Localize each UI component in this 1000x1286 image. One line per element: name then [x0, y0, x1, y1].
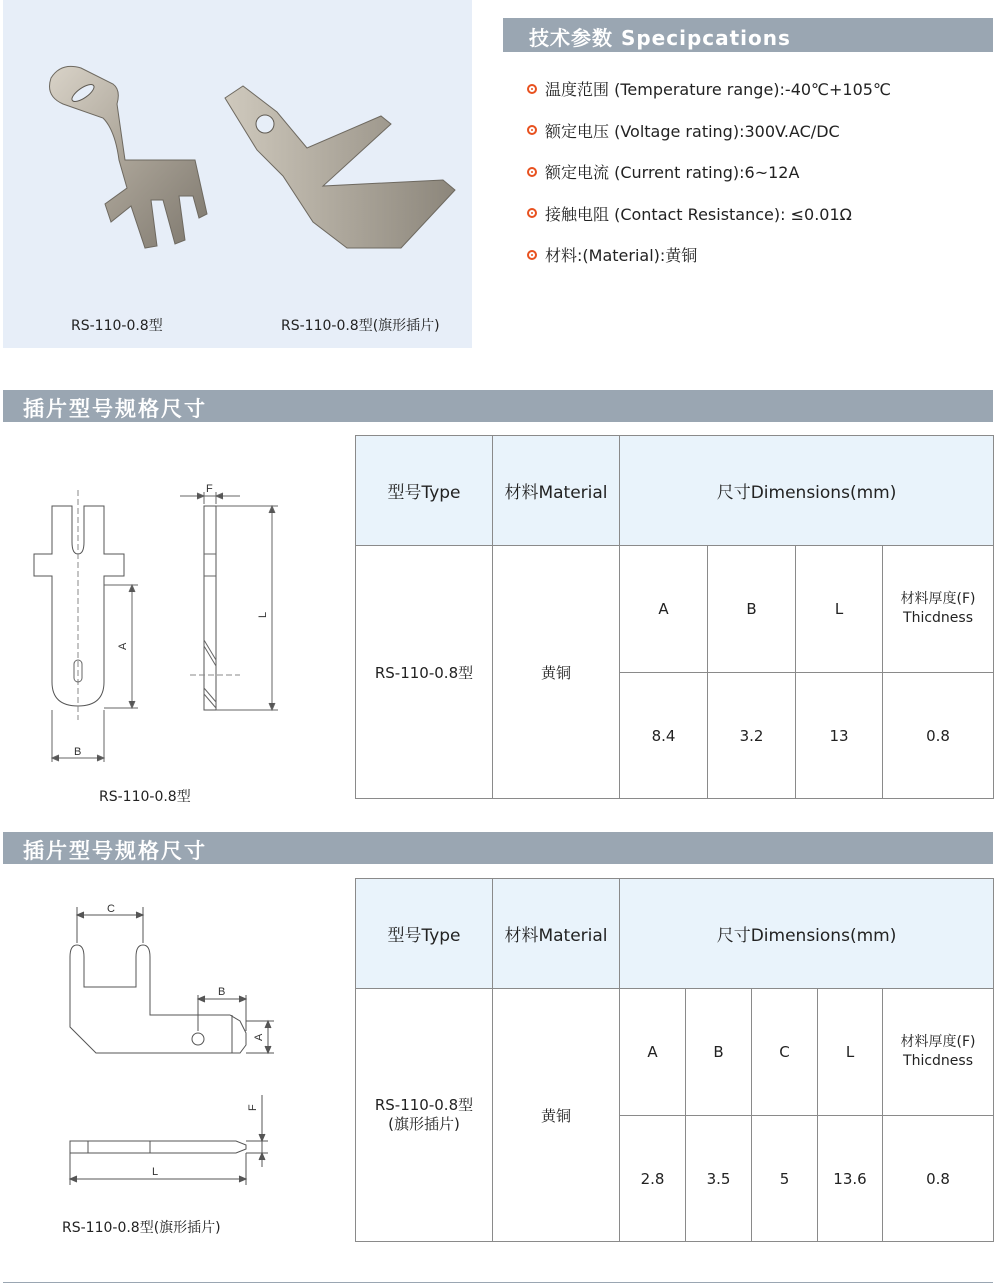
dim-label-f: F — [206, 483, 213, 495]
value-l: 13 — [796, 673, 883, 799]
spec-item-temperature — [527, 68, 997, 110]
bullet-icon — [527, 208, 537, 218]
spec-item-material — [527, 234, 997, 276]
section2-diagram — [0, 895, 340, 1185]
product-photo-panel — [3, 0, 472, 348]
col-header-type: 型号Type — [356, 879, 493, 989]
section2-heading: 插片型号规格尺寸 — [23, 839, 207, 863]
dim-header-b: B — [686, 989, 752, 1116]
spec-text: 材料:(Material):黄铜 — [545, 246, 698, 266]
dim-header-thickness — [883, 546, 994, 673]
section1-heading-bar — [3, 390, 993, 422]
spec-item-current — [527, 151, 997, 193]
spec-text: 接触电阻 (Contact Resistance): ≤0.01Ω — [545, 204, 852, 224]
thickness-label-en: Thicdness — [903, 1053, 974, 1069]
spec-text: 温度范围 (Temperature range):-40℃+105℃ — [545, 80, 891, 100]
spec-item-resistance — [527, 193, 997, 235]
col-header-material: 材料Material — [493, 436, 620, 546]
specs-heading-bar — [503, 18, 993, 52]
specs-list — [527, 68, 997, 276]
dim-header-l: L — [818, 989, 883, 1116]
cell-material: 黄铜 — [493, 546, 620, 799]
dim-header-a: A — [620, 546, 708, 673]
col-header-dimensions: 尺寸Dimensions(mm) — [620, 879, 994, 989]
dim-label-b: B — [218, 986, 226, 998]
value-thickness: 0.8 — [883, 1116, 994, 1242]
thickness-label-cn: 材料厚度(F) — [900, 591, 976, 607]
col-header-type: 型号Type — [356, 436, 493, 546]
value-b: 3.5 — [686, 1116, 752, 1242]
model-line-2: (旗形插片) — [388, 1115, 460, 1133]
dim-label-a: A — [253, 1033, 265, 1041]
photo-caption-straight: RS-110-0.8型 — [71, 318, 163, 334]
dim-label-l: L — [152, 1166, 159, 1178]
section1-spec-table — [355, 435, 994, 799]
section1-diagram — [0, 470, 340, 770]
bottom-divider — [3, 1282, 993, 1283]
dim-header-c: C — [752, 989, 818, 1116]
value-a: 2.8 — [620, 1116, 686, 1242]
dim-label-l: L — [257, 611, 269, 618]
value-l: 13.6 — [818, 1116, 883, 1242]
photo-caption-flag: RS-110-0.8型(旗形插片) — [281, 318, 440, 334]
value-thickness: 0.8 — [883, 673, 994, 799]
specs-heading: 技术参数 Specipcations — [529, 26, 791, 50]
col-header-material: 材料Material — [493, 879, 620, 989]
dim-label-c: C — [107, 903, 115, 915]
section1-diagram-caption: RS-110-0.8型 — [99, 789, 191, 805]
terminal-photo — [3, 0, 472, 348]
thickness-label-cn: 材料厚度(F) — [900, 1034, 976, 1050]
spec-text: 额定电压 (Voltage rating):300V.AC/DC — [545, 121, 840, 141]
section2-spec-table — [355, 878, 994, 1242]
section1-heading: 插片型号规格尺寸 — [23, 397, 207, 421]
model-line-1: RS-110-0.8型 — [374, 1096, 474, 1114]
dim-header-b: B — [708, 546, 796, 673]
cell-model — [356, 989, 493, 1242]
section2-diagram-caption: RS-110-0.8型(旗形插片) — [62, 1220, 221, 1236]
value-a: 8.4 — [620, 673, 708, 799]
section2-heading-bar — [3, 832, 993, 864]
dim-label-a: A — [117, 642, 129, 650]
bullet-icon — [527, 84, 537, 94]
dim-header-thickness — [883, 989, 994, 1116]
value-b: 3.2 — [708, 673, 796, 799]
dim-header-a: A — [620, 989, 686, 1116]
dim-label-f: F — [247, 1104, 259, 1111]
cell-material: 黄铜 — [493, 989, 620, 1242]
bullet-icon — [527, 250, 537, 260]
col-header-dimensions: 尺寸Dimensions(mm) — [620, 436, 994, 546]
dim-header-l: L — [796, 546, 883, 673]
dim-label-b: B — [74, 746, 82, 758]
bullet-icon — [527, 125, 537, 135]
spec-item-voltage — [527, 110, 997, 152]
spec-text: 额定电流 (Current rating):6~12A — [545, 163, 800, 183]
value-c: 5 — [752, 1116, 818, 1242]
bullet-icon — [527, 167, 537, 177]
thickness-label-en: Thicdness — [903, 610, 974, 626]
cell-model: RS-110-0.8型 — [356, 546, 493, 799]
